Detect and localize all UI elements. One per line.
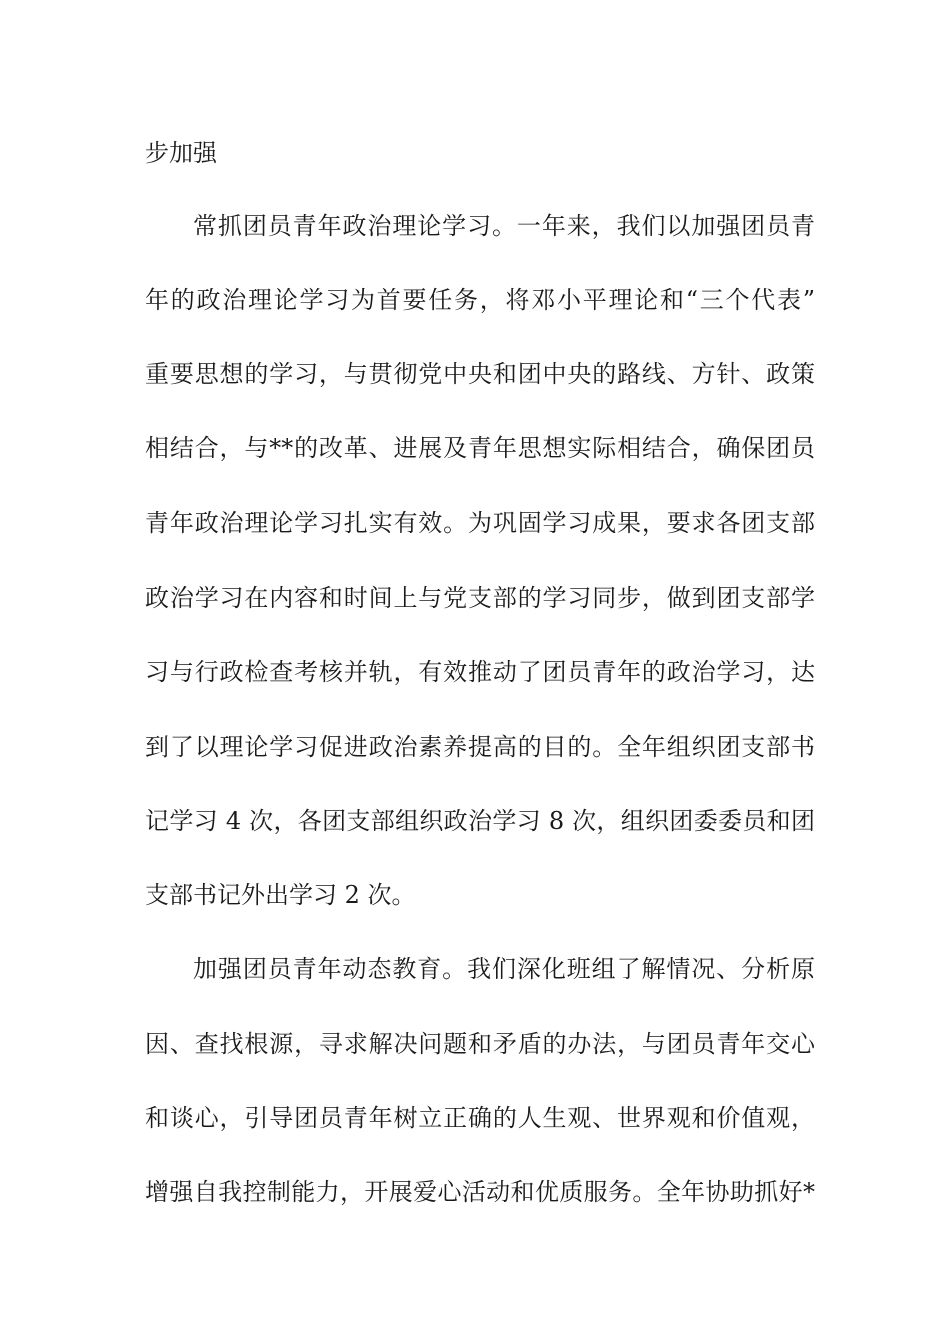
paragraph-1-line-7: 习与行政检查考核并轨，有效推动了团员青年的政治学习，达 (145, 658, 815, 686)
paragraph-1-line-3: 重要思想的学习，与贯彻党中央和团中央的路线、方针、政策 (145, 360, 815, 388)
paragraph-1-line-8: 到了以理论学习促进政治素养提高的目的。全年组织团支部书 (145, 733, 815, 761)
paragraph-2-line-4: 增强自我控制能力，开展爱心活动和优质服务。全年协助抓好* (145, 1178, 815, 1206)
paragraph-1-line-6: 政治学习在内容和时间上与党支部的学习同步，做到团支部学 (145, 584, 815, 612)
paragraph-1-line-10: 支部书记外出学习 2 次。 (145, 881, 416, 909)
paragraph-2-line-3: 和谈心，引导团员青年树立正确的人生观、世界观和价值观， (145, 1104, 815, 1132)
paragraph-2-line-2: 因、查找根源，寻求解决问题和矛盾的办法，与团员青年交心 (145, 1030, 815, 1058)
paragraph-2-line-1: 加强团员青年动态教育。我们深化班组了解情况、分析原 (193, 955, 815, 983)
text-line-1: 步加强 (145, 139, 217, 167)
paragraph-1-line-1: 常抓团员青年政治理论学习。一年来，我们以加强团员青 (193, 212, 815, 240)
paragraph-1-line-2: 年的政治理论学习为首要任务，将邓小平理论和“三个代表” (145, 286, 815, 314)
paragraph-1-line-4: 相结合，与**的改革、进展及青年思想实际相结合，确保团员 (145, 434, 815, 462)
paragraph-1-line-5: 青年政治理论学习扎实有效。为巩固学习成果，要求各团支部 (145, 509, 815, 537)
paragraph-1-line-9: 记学习 4 次，各团支部组织政治学习 8 次，组织团委委员和团 (145, 807, 815, 835)
